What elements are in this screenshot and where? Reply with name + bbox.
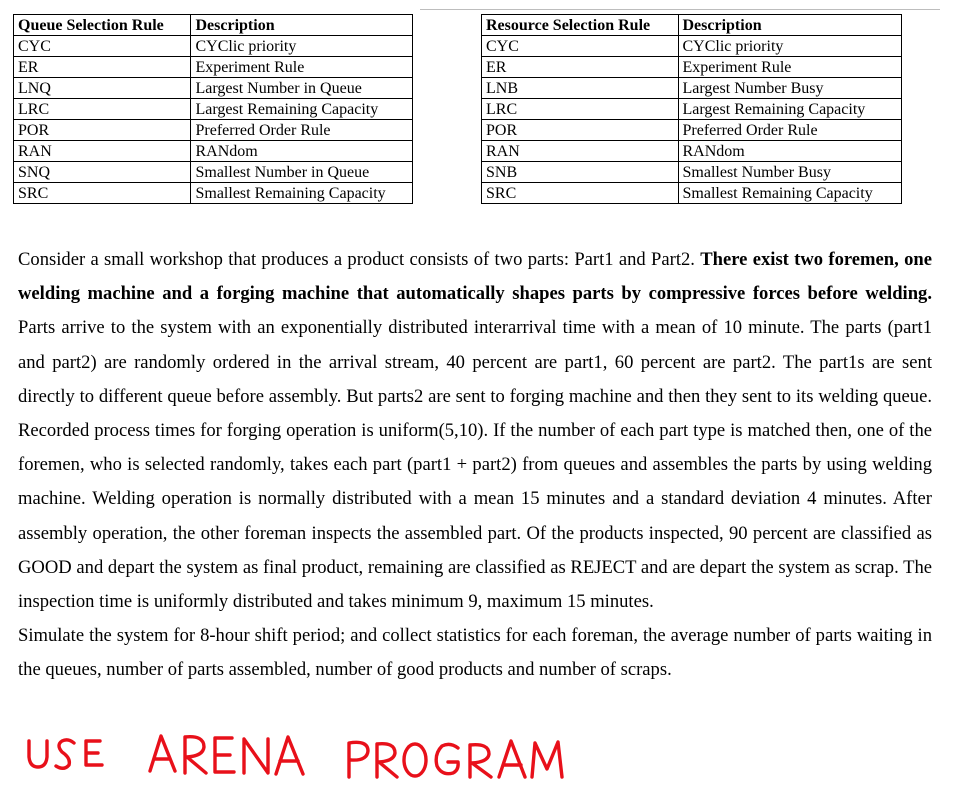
rule-description: Preferred Order Rule	[191, 120, 413, 141]
rule-code: LRC	[482, 99, 679, 120]
rule-description: Smallest Remaining Capacity	[678, 183, 902, 204]
table-header-row	[482, 15, 902, 36]
rule-description: Smallest Remaining Capacity	[191, 183, 413, 204]
table-row	[14, 36, 413, 57]
table-row	[14, 141, 413, 162]
table-row	[14, 183, 413, 204]
table-row	[482, 120, 902, 141]
table-row	[14, 99, 413, 120]
problem-statement	[18, 243, 932, 688]
rule-code: LNQ	[14, 78, 191, 99]
problem-paragraph	[18, 243, 932, 619]
rule-description: Largest Remaining Capacity	[191, 99, 413, 120]
rule-description: RANdom	[191, 141, 413, 162]
handwritten-note	[24, 727, 584, 785]
rule-description: CYClic priority	[191, 36, 413, 57]
rule-code: SNQ	[14, 162, 191, 183]
column-header: Description	[678, 15, 902, 36]
rule-code: POR	[14, 120, 191, 141]
rule-code: POR	[482, 120, 679, 141]
rule-code: LNB	[482, 78, 679, 99]
table-row	[14, 57, 413, 78]
rule-code: ER	[14, 57, 191, 78]
table-row	[482, 78, 902, 99]
rule-code: CYC	[14, 36, 191, 57]
problem-bold-statement: There exist two foremen, one welding machine and a forging machine that automatically shapes parts by compressive forces before welding.	[18, 249, 932, 305]
table-row	[482, 141, 902, 162]
rule-code: ER	[482, 57, 679, 78]
problem-task: Simulate the system for 8-hour shift period; and collect statistics for each foreman, the average number of parts waiting in the queues, number of parts assembled, number of good products and number of scraps.	[18, 625, 932, 681]
table-row	[14, 120, 413, 141]
table-row	[482, 57, 902, 78]
table-header-row	[14, 15, 413, 36]
rule-description: Largest Remaining Capacity	[678, 99, 902, 120]
table-row	[482, 183, 902, 204]
rule-code: SRC	[14, 183, 191, 204]
rule-description: Largest Number in Queue	[191, 78, 413, 99]
rule-description: RANdom	[678, 141, 902, 162]
rule-code: SRC	[482, 183, 679, 204]
rule-code: RAN	[14, 141, 191, 162]
rule-description: Preferred Order Rule	[678, 120, 902, 141]
rule-code: LRC	[14, 99, 191, 120]
rule-code: SNB	[482, 162, 679, 183]
column-header: Description	[191, 15, 413, 36]
table-row	[482, 99, 902, 120]
table-row	[14, 78, 413, 99]
queue-selection-rules-table	[13, 14, 413, 204]
table-row	[482, 162, 902, 183]
problem-body: Parts arrive to the system with an exponentially distributed interarrival time with a mean of 10 minute. The parts (part1 and part2) are randomly ordered in the arrival stream, 40 percent are part1, 60 percent are part2. The part1s are sent directly to different queue before assembly. But parts2 are sent to forging machine and then they sent to its welding queue. Recorded process times for forging operation is uniform(5,10). If the number of each part type is matched then, one of the foremen, who is selected randomly, takes each part (part1 + part2) from queues and assembles the parts by using welding machine. Welding operation is normally distributed with a mean 15 minutes and a standard deviation 4 minutes. After assembly operation, the other foreman inspects the assembled part. Of the products inspected, 90 percent are classified as GOOD and depart the system as final product, remaining are classified as REJECT and are depart the system as scrap. The inspection time is uniformly distributed and takes minimum 9, maximum 15 minutes.	[18, 317, 932, 613]
rule-description: Smallest Number Busy	[678, 162, 902, 183]
column-header: Queue Selection Rule	[14, 15, 191, 36]
table-row	[14, 162, 413, 183]
rule-code: RAN	[482, 141, 679, 162]
rule-code: CYC	[482, 36, 679, 57]
column-header: Resource Selection Rule	[482, 15, 679, 36]
problem-intro: Consider a small workshop that produces a product consists of two parts: Part1 and Part2.	[18, 249, 701, 270]
rule-description: Smallest Number in Queue	[191, 162, 413, 183]
resource-selection-rules-table	[481, 14, 902, 204]
rule-description: Experiment Rule	[191, 57, 413, 78]
rule-description: CYClic priority	[678, 36, 902, 57]
handwritten-note-strokes	[29, 736, 562, 777]
top-rule-line	[420, 9, 940, 10]
rule-description: Largest Number Busy	[678, 78, 902, 99]
table-row	[482, 36, 902, 57]
rule-description: Experiment Rule	[678, 57, 902, 78]
